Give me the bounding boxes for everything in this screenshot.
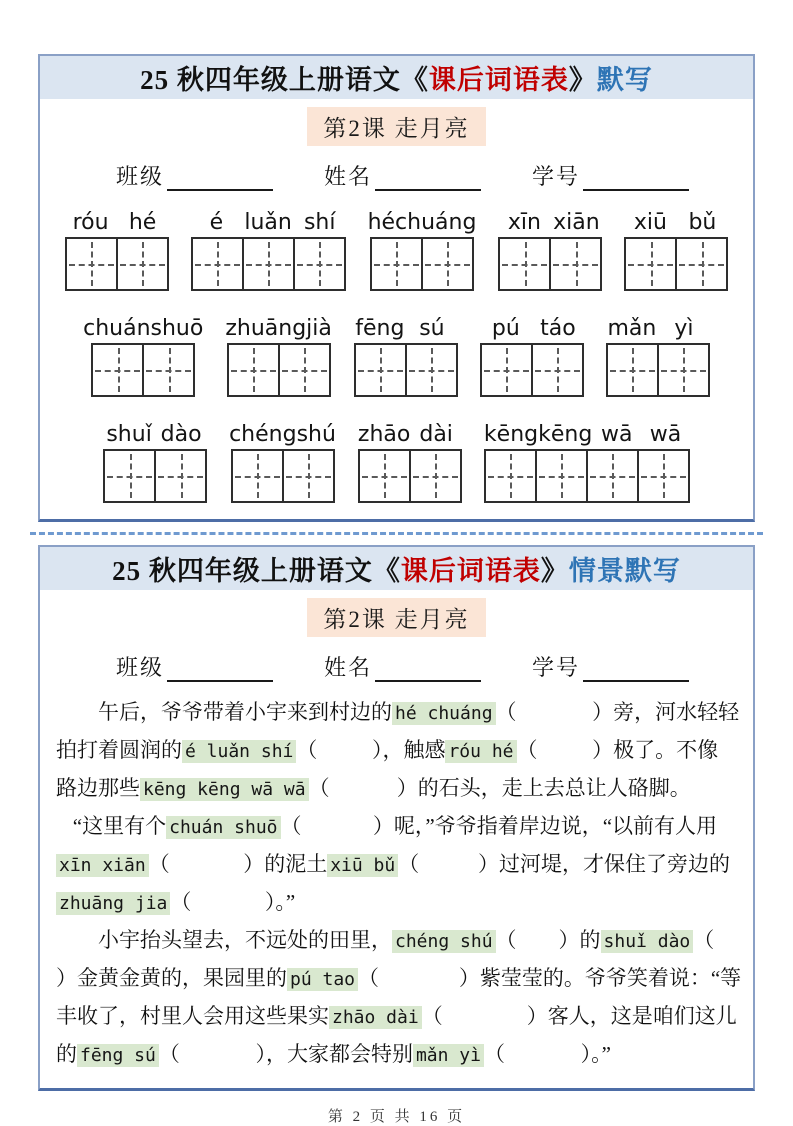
writing-cell[interactable] (191, 237, 244, 291)
pinyin-syllable: táo (540, 316, 576, 341)
student-id-blank-line[interactable] (583, 658, 689, 682)
pinyin-syllable: zhāo (357, 422, 411, 447)
passage-text: “这里有个 (72, 814, 167, 838)
writing-cell[interactable] (358, 449, 411, 503)
passage-text: 拍打着圆润的 (56, 738, 182, 762)
pinyin-label (358, 417, 462, 447)
passage-text: 丰收了，村里人会用这些果实 (56, 1004, 329, 1028)
passage-text: （ (693, 928, 715, 952)
passage-text: 路边那些 (56, 776, 140, 800)
writing-grid (370, 237, 474, 291)
passage-line (56, 960, 742, 998)
pinyin-label (484, 417, 690, 447)
word-group (229, 417, 336, 503)
writing-cell[interactable] (231, 449, 284, 503)
passage-text: ），大家都会特别 (255, 1042, 413, 1066)
writing-grid (484, 449, 690, 503)
word-group (191, 205, 346, 291)
page-number-footer: 第 2 页 共 16 页 (327, 1109, 466, 1125)
pinyin-label (191, 205, 346, 235)
pinyin-label (480, 311, 584, 341)
student-id-blank-line[interactable] (583, 167, 689, 191)
answer-blank[interactable] (317, 756, 372, 757)
writing-cell[interactable] (103, 449, 156, 503)
pinyin-hint: hé chuáng (392, 702, 496, 725)
answer-blank[interactable] (330, 794, 397, 795)
pinyin-syllable: kēng (538, 422, 593, 447)
passage-text: ）旁，河水轻轻 (592, 700, 740, 724)
passage-line (56, 732, 737, 770)
passage-text: ）紫莹莹的。爷爷笑着说：“等 (458, 966, 742, 990)
passage-text: （ (358, 966, 380, 990)
writing-cell[interactable] (278, 343, 331, 397)
passage-text: 小宇抬头望去，不远处的田里， (98, 928, 392, 952)
pinyin-hint: shuǐ dào (601, 930, 694, 953)
pinyin-syllable: chuán (83, 316, 151, 341)
answer-blank[interactable] (443, 1022, 527, 1023)
writing-cell[interactable] (637, 449, 690, 503)
lesson-badge: 第2课 走月亮 (307, 598, 485, 637)
pinyin-label (368, 205, 477, 235)
word-group (103, 417, 207, 503)
pinyin-label (606, 311, 710, 341)
writing-grid (480, 343, 584, 397)
writing-cell[interactable] (91, 343, 144, 397)
title-prefix: 25 秋四年级上册语文 (140, 65, 401, 95)
title-prefix: 25 秋四年级上册语文 (112, 556, 373, 586)
word-group (624, 205, 728, 291)
writing-cell[interactable] (154, 449, 207, 503)
word-grid-row (40, 417, 753, 503)
passage-text: 的 (56, 1042, 77, 1066)
panel-header (40, 56, 753, 99)
pinyin-syllable: yì (674, 316, 694, 341)
passage-line (56, 770, 737, 808)
word-group (484, 417, 690, 503)
writing-cell[interactable] (293, 237, 346, 291)
passage-text: （ (280, 814, 302, 838)
writing-cell[interactable] (657, 343, 710, 397)
writing-cell[interactable] (409, 449, 462, 503)
name-field (324, 161, 481, 191)
name-label: 姓名 (323, 655, 372, 680)
title-book-name: 课后词语表 (428, 65, 569, 95)
passage-text: （ (296, 738, 318, 762)
lesson-row (40, 107, 753, 146)
writing-grid (227, 343, 331, 397)
writing-cell[interactable] (586, 449, 639, 503)
pinyin-syllable: xiū (633, 210, 667, 235)
passage-line (56, 1036, 737, 1074)
writing-cell[interactable] (675, 237, 728, 291)
writing-grid (103, 449, 207, 503)
writing-cell[interactable] (484, 449, 537, 503)
passage-text: （ (148, 852, 170, 876)
class-field (116, 652, 273, 682)
passage-line (56, 694, 740, 732)
student-id-label: 学号 (531, 164, 580, 189)
pinyin-syllable: dài (419, 422, 453, 447)
title-bracket-close: 》 (568, 65, 597, 95)
passage (40, 682, 753, 1088)
pinyin-syllable: mǎn (607, 316, 657, 341)
class-blank-line[interactable] (167, 658, 273, 682)
page-title (112, 549, 681, 588)
writing-cell[interactable] (354, 343, 407, 397)
pinyin-label (103, 417, 207, 447)
passage-text: （ (421, 1004, 443, 1028)
passage-line (56, 884, 737, 922)
passage-line (56, 846, 737, 884)
pinyin-hint: mǎn yì (413, 1044, 484, 1067)
word-group (354, 311, 458, 397)
answer-blank[interactable] (170, 870, 244, 871)
pinyin-label (65, 205, 169, 235)
passage-text: ），触感 (371, 738, 446, 762)
writing-cell[interactable] (282, 449, 335, 503)
writing-cell[interactable] (405, 343, 458, 397)
page-title (140, 58, 653, 97)
writing-cell[interactable] (242, 237, 295, 291)
word-group (358, 417, 462, 503)
passage-text: （ (495, 700, 517, 724)
word-grid-rows (40, 205, 753, 519)
passage-text: （ (495, 928, 517, 952)
student-info-row (40, 161, 753, 191)
pinyin-hint: róu hé (445, 740, 516, 763)
student-id-field (532, 161, 689, 191)
writing-grid (191, 237, 346, 291)
pinyin-hint: zhāo dài (329, 1006, 422, 1029)
pinyin-label (354, 311, 458, 341)
pinyin-syllable: xiān (553, 210, 600, 235)
page-break-divider (30, 532, 763, 535)
writing-grid (65, 237, 169, 291)
passage-text: ）。” (264, 890, 296, 914)
writing-cell[interactable] (370, 237, 423, 291)
pinyin-syllable: zhuāng (225, 316, 307, 341)
word-group (225, 311, 332, 397)
pinyin-syllable: chéng (229, 422, 297, 447)
passage-text: ）的泥土 (243, 852, 328, 876)
pinyin-label (229, 417, 336, 447)
pinyin-syllable: é (209, 210, 224, 235)
student-id-field (532, 652, 689, 682)
passage-text: ）的石头，走上去总让人硌脚。 (396, 776, 691, 800)
pinyin-syllable: dào (160, 422, 202, 447)
pinyin-syllable: sú (419, 316, 445, 341)
pinyin-syllable: luǎn (244, 210, 292, 235)
writing-cell[interactable] (535, 449, 588, 503)
word-group (83, 311, 203, 397)
passage-text: ）极了。不像 (592, 738, 719, 762)
pinyin-hint: zhuāng jia (56, 892, 170, 915)
passage-text: ）呢，”爷爷指着岸边说，“以前有人用 (372, 814, 718, 838)
answer-blank[interactable] (379, 984, 459, 985)
pinyin-hint: é luǎn shí (182, 740, 296, 763)
name-field (324, 652, 481, 682)
context-dictation-panel (38, 545, 755, 1091)
pinyin-syllable: fēng (355, 316, 405, 341)
title-type: 默写 (596, 65, 653, 95)
answer-blank[interactable] (302, 832, 373, 833)
word-group (606, 311, 710, 397)
dictation-panel (38, 54, 755, 522)
answer-blank[interactable] (517, 946, 559, 947)
answer-blank[interactable] (180, 1060, 256, 1061)
passage-text: （ (308, 776, 330, 800)
passage-text: （ (170, 890, 192, 914)
pinyin-syllable: bǔ (688, 210, 717, 235)
answer-blank[interactable] (538, 756, 593, 757)
title-type: 情景默写 (568, 556, 681, 586)
pinyin-hint: pú tao (287, 968, 358, 991)
answer-blank[interactable] (191, 908, 265, 909)
class-blank-line[interactable] (167, 167, 273, 191)
pinyin-syllable: kēng (483, 422, 539, 447)
pinyin-label (624, 205, 728, 235)
passage-line (56, 922, 737, 960)
title-bracket-close: 》 (540, 556, 569, 586)
writing-grid (606, 343, 710, 397)
word-group (65, 205, 169, 291)
pinyin-syllable: chuáng (395, 210, 477, 235)
passage-text: ）。” (580, 1042, 611, 1066)
name-blank-line[interactable] (375, 167, 481, 191)
passage-text: （ (158, 1042, 180, 1066)
pinyin-hint: xīn xiān (56, 854, 149, 877)
passage-text: ）客人，这是咱们这儿 (526, 1004, 737, 1028)
title-bracket-open: 《 (372, 556, 401, 586)
writing-cell[interactable] (624, 237, 677, 291)
word-grid-row (40, 205, 753, 291)
pinyin-label (498, 205, 602, 235)
word-group (368, 205, 477, 291)
word-grid-row (40, 311, 753, 397)
title-book-name: 课后词语表 (400, 556, 541, 586)
writing-grid (358, 449, 462, 503)
pinyin-hint: fēng sú (77, 1044, 159, 1067)
passage-line (56, 998, 737, 1036)
writing-cell[interactable] (142, 343, 195, 397)
writing-grid (354, 343, 458, 397)
pinyin-syllable: pú (491, 316, 520, 341)
writing-cell[interactable] (421, 237, 474, 291)
word-group (498, 205, 602, 291)
pinyin-syllable: wā (600, 422, 633, 447)
class-field (116, 161, 273, 191)
lesson-badge: 第2课 走月亮 (307, 107, 485, 146)
passage-line (56, 808, 737, 846)
pinyin-syllable: xīn (507, 210, 541, 235)
pinyin-label (83, 311, 203, 341)
passage-text: （ (398, 852, 420, 876)
writing-grid (624, 237, 728, 291)
passage-text: ）过河堤，才保住了旁边的 (478, 852, 731, 876)
pinyin-syllable: wā (649, 422, 682, 447)
passage-text: （ (516, 738, 538, 762)
pinyin-hint: xiū bǔ (327, 854, 398, 877)
answer-blank[interactable] (419, 870, 478, 871)
class-label: 班级 (116, 164, 165, 189)
pinyin-syllable: shú (296, 422, 336, 447)
passage-text: ）的 (558, 928, 601, 952)
student-id-label: 学号 (531, 655, 580, 680)
passage-text: 午后，爷爷带着小宇来到村边的 (98, 700, 392, 724)
writing-cell[interactable] (65, 237, 118, 291)
name-blank-line[interactable] (375, 658, 481, 682)
writing-grid (498, 237, 602, 291)
class-label: 班级 (116, 655, 165, 680)
passage-text: ）金黄金黄的，果园里的 (56, 966, 287, 990)
writing-cell[interactable] (531, 343, 584, 397)
pinyin-hint: kēng kēng wā wā (140, 778, 309, 801)
pinyin-syllable: hé (128, 210, 157, 235)
answer-blank[interactable] (714, 946, 727, 947)
pinyin-syllable: hé (367, 210, 396, 235)
title-bracket-open: 《 (400, 65, 429, 95)
word-group (480, 311, 584, 397)
writing-grid (91, 343, 195, 397)
pinyin-syllable: shuō (150, 316, 204, 341)
pinyin-syllable: róu (72, 210, 109, 235)
answer-blank[interactable] (517, 718, 593, 719)
writing-grid (231, 449, 335, 503)
writing-cell[interactable] (227, 343, 280, 397)
passage-text: （ (483, 1042, 505, 1066)
pinyin-hint: chéng shú (392, 930, 496, 953)
lesson-row (40, 598, 753, 637)
answer-blank[interactable] (505, 1060, 581, 1061)
pinyin-syllable: shuǐ (106, 422, 152, 447)
panel-header (40, 547, 753, 590)
pinyin-label (225, 311, 332, 341)
pinyin-syllable: shí (303, 210, 336, 235)
writing-cell[interactable] (498, 237, 551, 291)
writing-cell[interactable] (480, 343, 533, 397)
writing-cell[interactable] (116, 237, 169, 291)
name-label: 姓名 (323, 164, 372, 189)
student-info-row (40, 652, 753, 682)
writing-cell[interactable] (549, 237, 602, 291)
pinyin-syllable: jià (306, 316, 332, 341)
pinyin-hint: chuán shuō (166, 816, 280, 839)
writing-cell[interactable] (606, 343, 659, 397)
